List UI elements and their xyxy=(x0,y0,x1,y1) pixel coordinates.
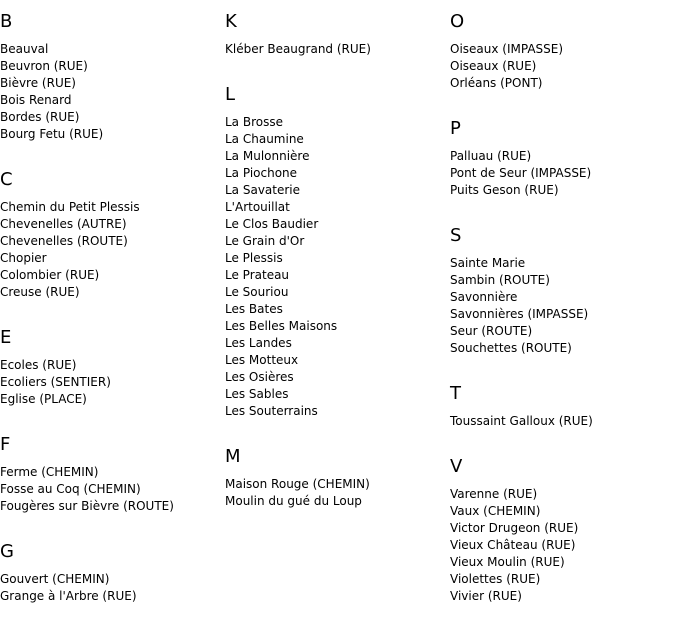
street-link[interactable]: Le Prateau xyxy=(225,268,290,282)
street-list xyxy=(0,357,225,408)
street-link[interactable]: Vivier (RUE) xyxy=(450,589,522,603)
street-list xyxy=(0,464,225,515)
letter-section xyxy=(0,327,225,408)
letter-heading: E xyxy=(0,327,12,348)
letter-heading: G xyxy=(0,541,14,562)
street-link[interactable]: Le Souriou xyxy=(225,285,289,299)
letter-heading: T xyxy=(450,383,461,404)
street-link[interactable]: Gouvert (CHEMIN) xyxy=(0,572,110,586)
letter-heading: C xyxy=(0,169,13,190)
street-link[interactable]: Savonnières (IMPASSE) xyxy=(450,307,589,321)
street-link[interactable]: Seur (ROUTE) xyxy=(450,324,533,338)
letter-heading: V xyxy=(450,456,463,477)
street-list xyxy=(0,199,225,301)
street-link[interactable]: La Savaterie xyxy=(225,183,301,197)
street-link[interactable]: Violettes (RUE) xyxy=(450,572,541,586)
letter-heading: F xyxy=(0,434,11,455)
street-link[interactable]: Vieux Moulin (RUE) xyxy=(450,555,565,569)
street-link[interactable]: Le Plessis xyxy=(225,251,283,265)
street-link[interactable]: Victor Drugeon (RUE) xyxy=(450,521,579,535)
street-link[interactable]: La Brosse xyxy=(225,115,283,129)
street-link[interactable]: Beuvron (RUE) xyxy=(0,59,88,73)
street-link[interactable]: Souchettes (ROUTE) xyxy=(450,341,572,355)
street-link[interactable]: L'Artouillat xyxy=(225,200,290,214)
street-index-column xyxy=(0,0,225,631)
street-link[interactable]: Les Belles Maisons xyxy=(225,319,338,333)
street-list xyxy=(450,41,675,92)
street-link[interactable]: Les Motteux xyxy=(225,353,299,367)
letter-section xyxy=(450,225,675,357)
street-link[interactable]: Palluau (RUE) xyxy=(450,149,532,163)
street-link[interactable]: Le Grain d'Or xyxy=(225,234,305,248)
letter-section xyxy=(225,11,450,58)
street-link[interactable]: Eglise (PLACE) xyxy=(0,392,87,406)
street-link[interactable]: Beauval xyxy=(0,42,49,56)
street-link[interactable]: Bièvre (RUE) xyxy=(0,76,76,90)
street-link[interactable]: Ecoliers (SENTIER) xyxy=(0,375,111,389)
street-link[interactable]: Chopier xyxy=(0,251,47,265)
street-link[interactable]: Puits Geson (RUE) xyxy=(450,183,559,197)
street-link[interactable]: Vaux (CHEMIN) xyxy=(450,504,541,518)
street-list xyxy=(225,41,450,58)
street-link[interactable]: Ferme (CHEMIN) xyxy=(0,465,99,479)
letter-heading: K xyxy=(225,11,237,32)
letter-heading: L xyxy=(225,84,236,105)
street-link[interactable]: Bordes (RUE) xyxy=(0,110,80,124)
street-link[interactable]: Savonnière xyxy=(450,290,518,304)
street-link[interactable]: Les Sables xyxy=(225,387,289,401)
street-link[interactable]: Grange à l'Arbre (RUE) xyxy=(0,589,137,603)
street-list xyxy=(0,41,225,143)
letter-section xyxy=(0,434,225,515)
letter-heading: S xyxy=(450,225,462,246)
street-link[interactable]: Oiseaux (IMPASSE) xyxy=(450,42,564,56)
street-list xyxy=(225,114,450,420)
letter-heading: O xyxy=(450,11,465,32)
letter-heading: P xyxy=(450,118,461,139)
street-link[interactable]: Maison Rouge (CHEMIN) xyxy=(225,477,370,491)
street-link[interactable]: Chemin du Petit Plessis xyxy=(0,200,140,214)
street-list xyxy=(225,476,450,510)
street-link[interactable]: Vieux Château (RUE) xyxy=(450,538,576,552)
letter-section xyxy=(0,11,225,143)
street-link[interactable]: Le Clos Baudier xyxy=(225,217,319,231)
letter-section xyxy=(450,11,675,92)
street-index-column xyxy=(450,0,675,631)
letter-heading: B xyxy=(0,11,13,32)
street-list xyxy=(0,571,225,605)
street-index-column xyxy=(225,0,450,536)
street-link[interactable]: Toussaint Galloux (RUE) xyxy=(450,414,593,428)
street-link[interactable]: La Piochone xyxy=(225,166,298,180)
street-link[interactable]: Fosse au Coq (CHEMIN) xyxy=(0,482,141,496)
street-link[interactable]: Les Landes xyxy=(225,336,292,350)
street-link[interactable]: Bourg Fetu (RUE) xyxy=(0,127,104,141)
street-list xyxy=(450,255,675,357)
street-link[interactable]: Varenne (RUE) xyxy=(450,487,538,501)
street-link[interactable]: Moulin du gué du Loup xyxy=(225,494,362,508)
street-link[interactable]: Creuse (RUE) xyxy=(0,285,80,299)
street-list xyxy=(450,148,675,199)
street-link[interactable]: Les Osières xyxy=(225,370,294,384)
street-link[interactable]: Les Souterrains xyxy=(225,404,318,418)
letter-section xyxy=(225,84,450,420)
letter-section xyxy=(450,118,675,199)
street-link[interactable]: Sambin (ROUTE) xyxy=(450,273,550,287)
street-link[interactable]: Chevenelles (AUTRE) xyxy=(0,217,127,231)
street-link[interactable]: Oiseaux (RUE) xyxy=(450,59,537,73)
letter-section xyxy=(450,383,675,430)
letter-section xyxy=(225,446,450,510)
letter-section xyxy=(0,169,225,301)
street-list xyxy=(450,413,675,430)
street-link[interactable]: Sainte Marie xyxy=(450,256,526,270)
street-link[interactable]: Colombier (RUE) xyxy=(0,268,100,282)
street-link[interactable]: Les Bates xyxy=(225,302,283,316)
street-link[interactable]: La Mulonnière xyxy=(225,149,310,163)
street-list xyxy=(450,486,675,605)
letter-heading: M xyxy=(225,446,241,467)
street-link[interactable]: Ecoles (RUE) xyxy=(0,358,77,372)
street-link[interactable]: Chevenelles (ROUTE) xyxy=(0,234,128,248)
letter-section xyxy=(450,456,675,605)
street-link[interactable]: Orléans (PONT) xyxy=(450,76,543,90)
street-link[interactable]: La Chaumine xyxy=(225,132,304,146)
street-link[interactable]: Fougères sur Bièvre (ROUTE) xyxy=(0,499,174,513)
letter-section xyxy=(0,541,225,605)
street-link[interactable]: Bois Renard xyxy=(0,93,72,107)
street-link[interactable]: Pont de Seur (IMPASSE) xyxy=(450,166,592,180)
street-link[interactable]: Kléber Beaugrand (RUE) xyxy=(225,42,371,56)
